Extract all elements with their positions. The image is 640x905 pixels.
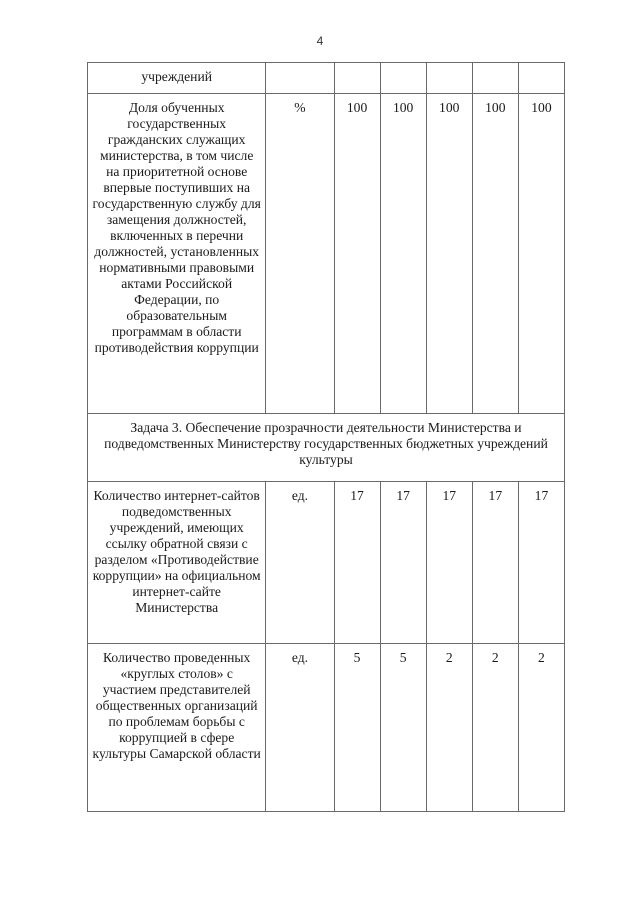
unit-cell: ед.	[266, 644, 334, 812]
indicator-name-cell: Количество интернет-сайтов подведомственных учреждений, имеющих ссылку обратной связи с разделом «Противодействие коррупции» на официальном интернет-сайте Министерства	[88, 482, 266, 644]
indicator-name-cell: Доля обученных государственных гражданских служащих министерства, в том числе на приоритетной основе впервые поступивших на государственную службу для замещения должностей, включенных в перечни должностей, установленных нормативными правовыми актами Российской Федерации, по образовательным программам в области противодействия коррупции	[88, 94, 266, 414]
value-cell: 100	[518, 94, 564, 414]
value-cell: 17	[472, 482, 518, 644]
value-cell: 2	[472, 644, 518, 812]
value-cell	[334, 63, 380, 94]
value-cell: 17	[518, 482, 564, 644]
value-cell: 100	[472, 94, 518, 414]
value-cell	[518, 63, 564, 94]
value-cell: 17	[426, 482, 472, 644]
table-row-trained-share	[88, 94, 565, 414]
task-3-heading: Задача 3. Обеспечение прозрачности деятельности Министерства и подведомственных Министерству государственных бюджетных учреждений культуры	[88, 414, 565, 482]
value-cell: 100	[380, 94, 426, 414]
value-cell: 100	[426, 94, 472, 414]
indicator-name-cell: Количество проведенных «круглых столов» с участием представителей общественных организаций по проблемам борьбы с коррупцией в сфере культуры Самарской области	[88, 644, 266, 812]
value-cell: 2	[518, 644, 564, 812]
value-cell: 17	[380, 482, 426, 644]
indicators-table	[87, 62, 565, 812]
value-cell: 100	[334, 94, 380, 414]
table-row-continued	[88, 63, 565, 94]
task-header-row	[88, 414, 565, 482]
unit-cell: %	[266, 94, 334, 414]
value-cell	[472, 63, 518, 94]
value-cell	[426, 63, 472, 94]
table-row-round-tables	[88, 644, 565, 812]
value-cell: 5	[334, 644, 380, 812]
table-row-websites	[88, 482, 565, 644]
value-cell: 5	[380, 644, 426, 812]
indicator-name-cell: учреждений	[88, 63, 266, 94]
unit-cell: ед.	[266, 482, 334, 644]
value-cell	[380, 63, 426, 94]
value-cell: 17	[334, 482, 380, 644]
page-number: 4	[316, 34, 324, 48]
unit-cell	[266, 63, 334, 94]
value-cell: 2	[426, 644, 472, 812]
